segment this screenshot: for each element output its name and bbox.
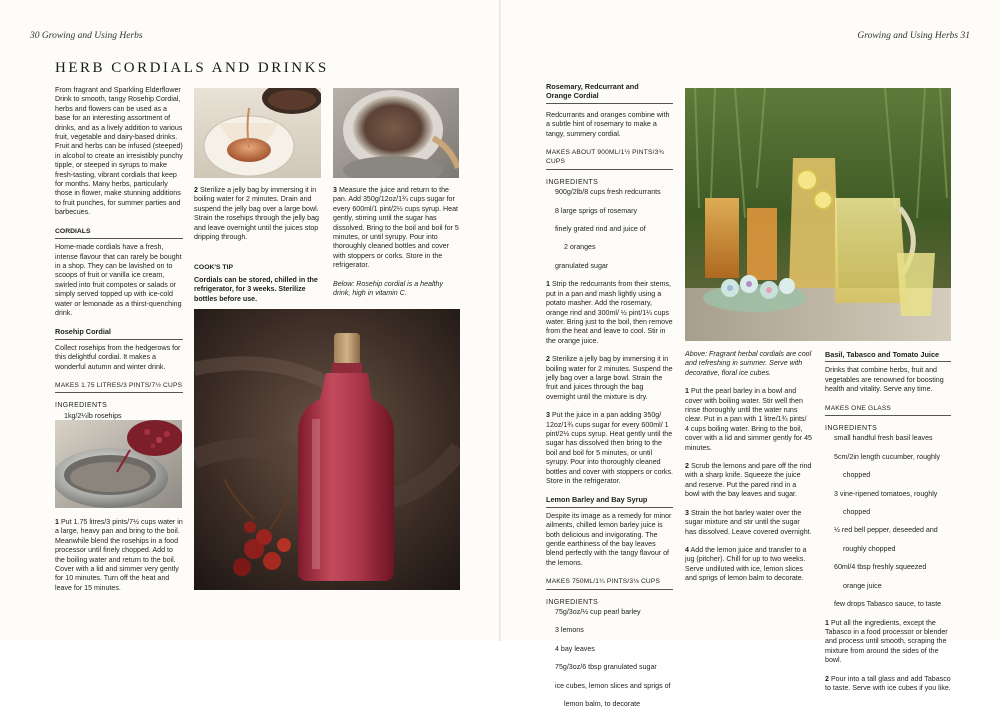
ingredient-item: small handful fresh basil leaves bbox=[834, 434, 933, 443]
step-number: 2 bbox=[825, 674, 829, 683]
ingredient-item: 75g/3oz/½ cup pearl barley bbox=[555, 608, 641, 617]
ingredient-item: 5cm/2in length cucumber, roughly bbox=[834, 452, 941, 461]
step-text: Strain the hot barley water over the sugar mixture and stir until the sugar has dissolved. Leave covered overnight. bbox=[685, 508, 812, 536]
photo-herbal-drinks bbox=[685, 88, 951, 341]
step-text: Scrub the lemons and pare off the rind with a sharp knife. Squeeze the juice and reserve. Put the pared rind in a bowl with the bay leaves and sugar. bbox=[685, 462, 812, 499]
rosehip-makes: MAKES 1.75 LITRES/3 PINTS/7½ CUPS bbox=[55, 381, 183, 393]
rosehip-heading: Rosehip Cordial bbox=[55, 327, 183, 339]
ingredient-item: finely grated rind and juice of bbox=[555, 225, 646, 234]
ingredient-item: 900g/2lb/8 cups fresh redcurrants bbox=[555, 188, 661, 197]
intro-text: From fragrant and Sparkling Elderflower Drink to smooth, tangy Rosehip Cordial, herbs and flowers can be used as a base for an interesting assortment of drinks, and as a lively addition to various fruit, vegetable and dairy-based drinks. Fruit and herbs can be infused (steeped) in alcohol to create an irresistibly punchy tipple, or steeped in syrups to make fresh-tasting, vibrant cordials that keep for months. Many herbs, particularly those in flower, make stunning additions to fruit punches, for summer parties and barbecues. bbox=[55, 86, 183, 217]
left-column-1 bbox=[55, 86, 183, 449]
lemon-intro: Despite its image as a remedy for minor ailments, chilled lemon barley juice is both delicious and invigorating. The gentle earthiness of the bay leaves blend perfectly with the tangy flavour of the lemons. bbox=[546, 511, 672, 567]
ingredient-item: lemon balm, to decorate bbox=[564, 700, 641, 709]
step-number: 4 bbox=[685, 545, 689, 554]
ingredient-item: ½ red bell pepper, deseeded and bbox=[834, 526, 938, 535]
ingredient-item: chopped bbox=[843, 508, 871, 517]
rosehip-step-1 bbox=[55, 518, 183, 602]
drinks-caption: Above: Fragrant herbal cordials are cool and refreshing in summer. Serve with decorative, floral ice cubes. bbox=[685, 350, 812, 377]
page-title bbox=[55, 60, 329, 77]
basil-ingredients-label: INGREDIENTS bbox=[825, 425, 878, 433]
step-text: Add the lemon juice and transfer to a jug (pitcher). Chill for up to two weeks. Serve undiluted with ice, lemon slices and sprigs of lemon balm to decorate. bbox=[685, 545, 807, 583]
rosehip-ingredients-label: INGREDIENTS bbox=[55, 402, 108, 410]
lemon-makes: MAKES 750ML/1¼ PINTS/3⅛ CUPS bbox=[546, 577, 673, 589]
ingredient-item: chopped bbox=[843, 471, 871, 480]
ingredient-item: 60ml/4 tbsp freshly squeezed bbox=[834, 563, 927, 572]
cooks-tip-label: COOK'S TIP bbox=[194, 264, 234, 272]
photo-pan-rosehips bbox=[55, 420, 182, 508]
lemon-ingredients-label: INGREDIENTS bbox=[546, 598, 599, 606]
step-number: 2 bbox=[685, 462, 689, 471]
rosehip-step-3 bbox=[333, 186, 459, 307]
right-column-b bbox=[685, 350, 812, 593]
photo-rosehip-bottle bbox=[194, 309, 460, 590]
step-number: 1 bbox=[685, 387, 689, 396]
rosehip-intro: Collect rosehips from the hedgerows for this delightful cordial. It makes a wonderful autumn and winter drink. bbox=[55, 343, 181, 371]
rosemary-heading-line2: Orange Cordial bbox=[546, 91, 673, 103]
step-text: Measure the juice and return to the pan. Add 350g/12oz/1¾ cups sugar for every 600ml/1 pint/2½ cups syrup. Heat gently, stirring until the sugar has dissolved. Bring to the boil and boil for 5 minutes, or until syrupy. Pour into thoroughly cleaned bottles and cover with stoppers or corks. Store in the refrigerator. bbox=[333, 186, 459, 270]
step-number: 2 bbox=[546, 355, 550, 364]
step-number: 1 bbox=[825, 618, 829, 627]
ingredient-item: 3 lemons bbox=[555, 626, 584, 635]
rosemary-intro: Redcurrants and oranges combine with a subtle hint of rosemary to make a tangy, summery cordial. bbox=[546, 110, 670, 138]
ingredient-item: 75g/3oz/6 tbsp granulated sugar bbox=[555, 663, 657, 672]
rosemary-ingredients-label: INGREDIENTS bbox=[546, 178, 599, 186]
step-number: 3 bbox=[685, 508, 689, 517]
ingredient-item: 1kg/2¼lb rosehips bbox=[64, 411, 122, 420]
basil-heading: Basil, Tabasco and Tomato Juice bbox=[825, 350, 951, 362]
ingredient-item: granulated sugar bbox=[555, 261, 609, 270]
basil-intro: Drinks that combine herbs, fruit and vegetables are renowned for boosting health and vitality. Serve any time. bbox=[825, 366, 944, 394]
photo-sieve-pan bbox=[333, 88, 459, 178]
cordials-heading: CORDIALS bbox=[55, 227, 183, 239]
right-column-c bbox=[825, 350, 951, 702]
step-number: 2 bbox=[194, 186, 198, 194]
ingredient-item: few drops Tabasco sauce, to taste bbox=[834, 600, 942, 609]
ingredient-item: 3 vine-ripened tomatoes, roughly bbox=[834, 489, 938, 498]
ingredient-item: ice cubes, lemon slices and sprigs of bbox=[555, 681, 671, 690]
step-text: Strip the redcurrants from their stems, put in a pan and mash lightly using a potato masher. Add the rosemary, orange rind and 300ml/ ½ pint/1¼ cups water. Bring just to the boil, then remove from the heat and leave to cool. Stir in the orange juice. bbox=[546, 280, 673, 345]
rosemary-heading-line1: Rosemary, Redcurrant and bbox=[546, 82, 639, 91]
cooks-tip-text: Cordials can be stored, chilled in the refrigerator, for 3 weeks. Sterilize bottles before use. bbox=[194, 275, 318, 303]
folio-right: Growing and Using Herbs 31 bbox=[857, 31, 970, 41]
rosemary-makes: MAKES ABOUT 900ML/1½ PINTS/3¾ CUPS bbox=[546, 148, 673, 170]
photo-jelly-bag bbox=[194, 88, 321, 178]
step-text: Sterilize a jelly bag by immersing it in boiling water for 2 minutes. Drain and suspend the jelly bag over a large bowl. Strain the rosehips through the jelly bag and leave overnight until the juices stop dripping through. bbox=[194, 186, 320, 242]
ingredient-item: 2 oranges bbox=[564, 243, 596, 252]
step-text: Put all the ingredients, except the Tabasco in a food processor or blender and process until smooth, scraping the mixture from around the sides of the bowl. bbox=[825, 618, 948, 665]
ingredient-item: roughly chopped bbox=[843, 544, 896, 553]
rosehip-caption: Below: Rosehip cordial is a healthy drink, high in vitamin C. bbox=[333, 279, 444, 298]
step-text: Put 1.75 litres/3 pints/7½ cups water in a large, heavy pan and bring to the boil. Meanwhile blend the rosehips in a food processor until finely chopped. Add to the boiling water and return to the boil. Cover with a lid and simmer very gently for 10 minutes. Turn off the heat and leave for 15 minutes. bbox=[55, 518, 183, 592]
rosehip-step-2 bbox=[194, 186, 321, 313]
step-text: Put the pearl barley in a bowl and cover with boiling water. Stir well then rinse thoroughly until the water runs clear. Put in a pan with 1 litre/1¾ pints/ 4 cups boiling water. Bring to the boil, cover with a lid and simmer gently for 45 minutes. bbox=[685, 387, 812, 452]
step-number: 1 bbox=[55, 518, 59, 526]
folio-left: 30 Growing and Using Herbs bbox=[30, 31, 143, 41]
lemon-heading: Lemon Barley and Bay Syrup bbox=[546, 495, 673, 507]
right-column-a bbox=[546, 82, 673, 719]
page-title-text: HERB CORDIALS AND DRINKS bbox=[55, 60, 329, 76]
ingredient-item: 4 bay leaves bbox=[555, 644, 595, 653]
step-text: Put the juice in a pan adding 350g/ 12oz/1¾ cups sugar for every 600ml/ 1 pint/2½ cups syrup. Heat gently until the sugar has dissolved then bring to the boil and boil for 5 minutes, or until syrupy. Pour into thoroughly cleaned bottles and cover with stoppers or corks. Store in the refrigerator. bbox=[546, 411, 673, 485]
step-text: Sterilize a jelly bag by immersing it in boiling water for 2 minutes. Suspend the jelly bag over a large bowl. Strain the fruit and juices through the bag overnight until the mixture is dry. bbox=[546, 355, 673, 401]
step-number: 3 bbox=[333, 186, 337, 194]
step-number: 1 bbox=[546, 280, 550, 289]
ingredient-item: orange juice bbox=[843, 581, 882, 590]
step-number: 3 bbox=[546, 411, 550, 420]
basil-makes: MAKES ONE GLASS bbox=[825, 404, 951, 416]
ingredient-item: 8 large sprigs of rosemary bbox=[555, 206, 638, 215]
cordials-text: Home-made cordials have a fresh, intense flavour that can rarely be bought in a shop. They can be lavished on to scoops of fruit or vanilla ice cream, swirled into fruit compotes or salads or simply served topped up with ice-cold water or lemonade as a thirst-quenching drink. bbox=[55, 243, 182, 317]
spine-gutter bbox=[499, 0, 501, 641]
rosemary-heading bbox=[546, 82, 673, 106]
step-text: Pour into a tall glass and add Tabasco to taste. Serve with ice cubes if you like. bbox=[825, 674, 951, 692]
